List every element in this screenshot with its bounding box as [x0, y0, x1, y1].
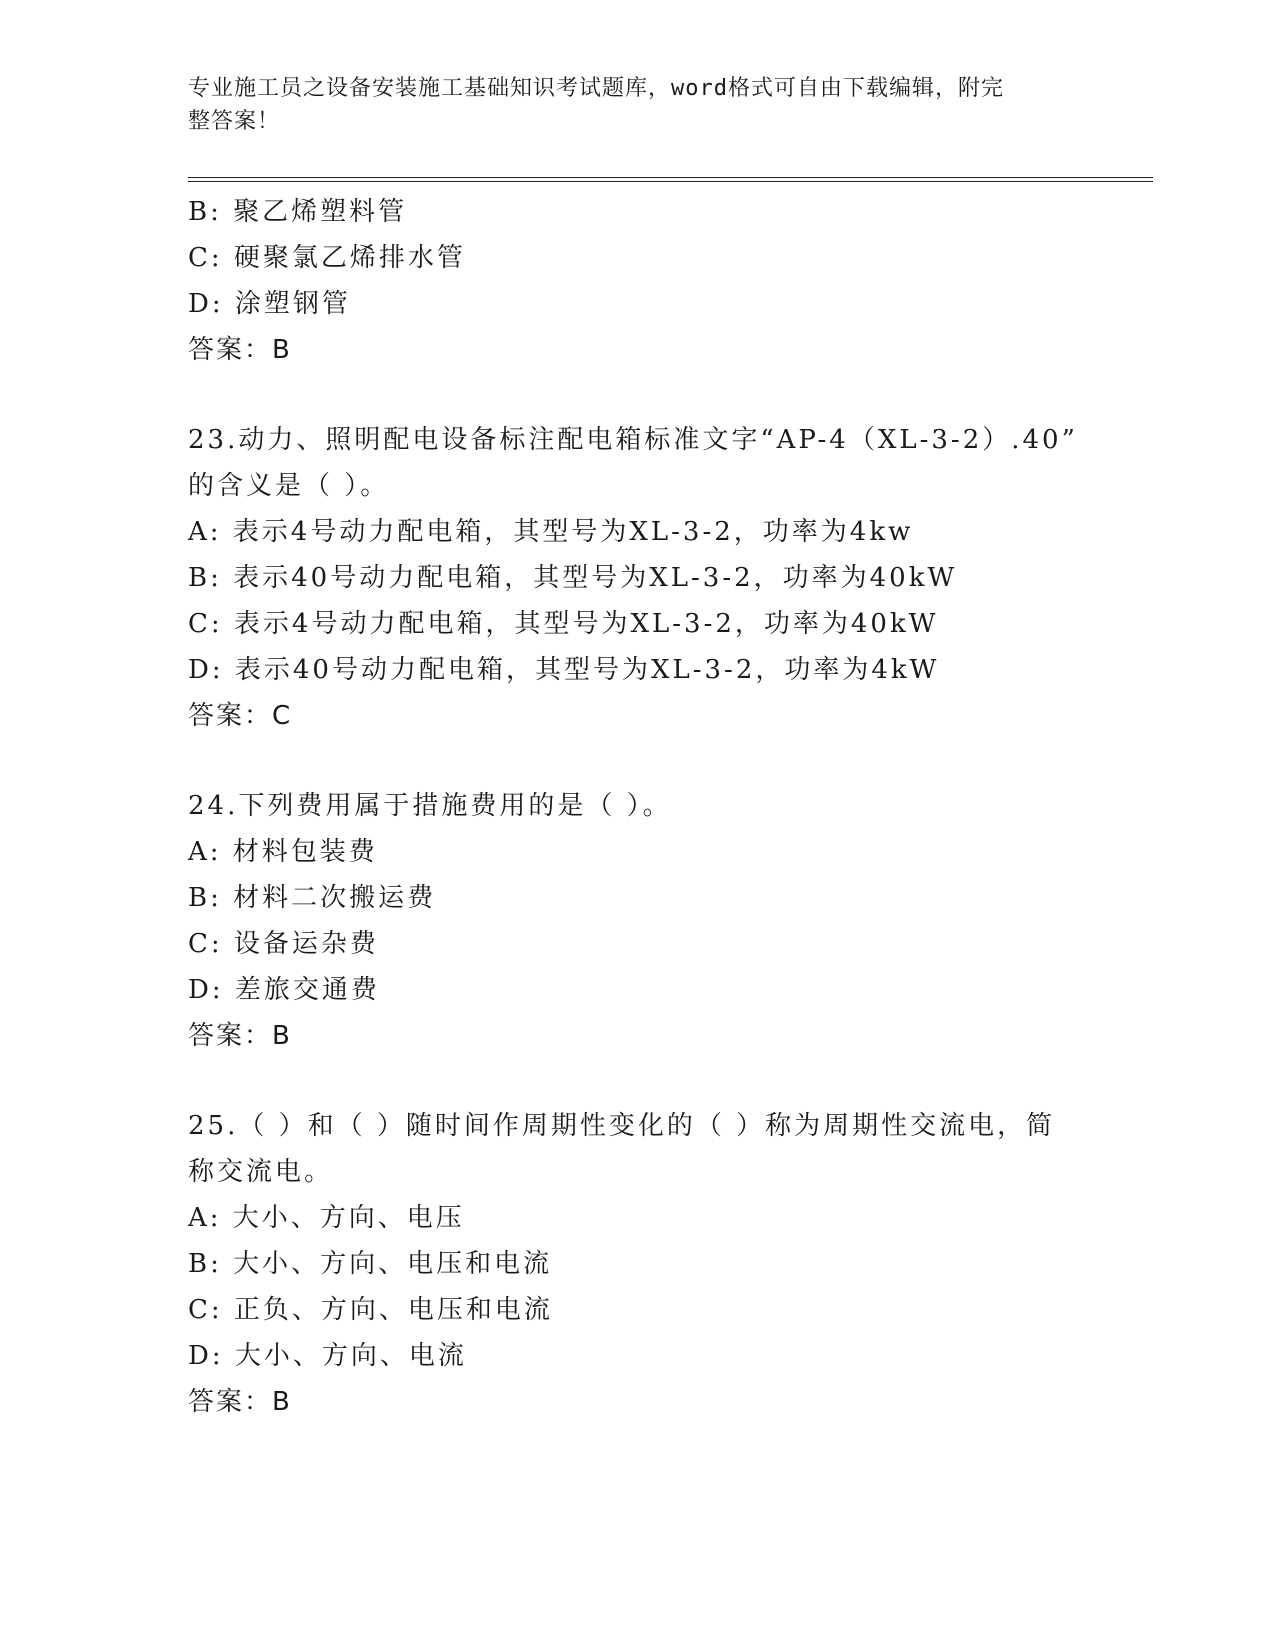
- option-c: C: 硬聚氯乙烯排水管: [188, 243, 466, 273]
- option-d: D: 差旅交通费: [188, 975, 380, 1005]
- document-header: [188, 72, 1068, 138]
- header-title-line1: 专业施工员之设备安装施工基础知识考试题库，word格式可自由下载编辑，附完: [188, 76, 1004, 101]
- option-b: B: 材料二次搬运费: [188, 883, 437, 913]
- question-stem-cont: 称交流电。: [188, 1157, 334, 1187]
- question-24: [188, 783, 1088, 1059]
- question-stem-cont: 的含义是（ ）。: [188, 471, 390, 501]
- question-stem: 24.下列费用属于措施费用的是（ ）。: [188, 791, 672, 821]
- question-stem: 25.（ ）和（ ）随时间作周期性变化的（ ）称为周期性交流电，简: [188, 1111, 1056, 1141]
- option-d: D: 表示40号动力配电箱，其型号为XL-3-2，功率为4kW: [188, 655, 940, 685]
- option-d: D: 大小、方向、电流: [188, 1341, 467, 1371]
- answer: 答案：B: [188, 1021, 292, 1051]
- answer: 答案：B: [188, 1387, 292, 1417]
- option-a: A: 材料包装费: [188, 837, 378, 867]
- spacer: [188, 1059, 1088, 1103]
- answer: 答案：B: [188, 335, 292, 365]
- question-stem: 23.动力、照明配电设备标注配电箱标准文字“AP-4（XL-3-2）.40”: [188, 425, 1078, 455]
- option-b: B: 聚乙烯塑料管: [188, 197, 408, 227]
- option-c: C: 表示4号动力配电箱，其型号为XL-3-2，功率为40kW: [188, 609, 939, 639]
- answer: 答案：C: [188, 701, 293, 731]
- option-b: B: 表示40号动力配电箱，其型号为XL-3-2，功率为40kW: [188, 563, 958, 593]
- option-a: A: 大小、方向、电压: [188, 1203, 465, 1233]
- spacer: [188, 739, 1088, 783]
- question-list: [188, 189, 1088, 1425]
- option-a: A: 表示4号动力配电箱，其型号为XL-3-2，功率为4kw: [188, 517, 914, 547]
- option-d: D: 涂塑钢管: [188, 289, 351, 319]
- question-22-tail: [188, 189, 1088, 373]
- option-b: B: 大小、方向、电压和电流: [188, 1249, 553, 1279]
- header-title-line2: 整答案！: [188, 109, 281, 134]
- header-divider-bottom: [188, 181, 1153, 182]
- header-divider-top: [188, 177, 1153, 178]
- question-23: [188, 417, 1088, 739]
- option-c: C: 正负、方向、电压和电流: [188, 1295, 553, 1325]
- option-c: C: 设备运杂费: [188, 929, 379, 959]
- question-25: [188, 1103, 1088, 1425]
- spacer: [188, 373, 1088, 417]
